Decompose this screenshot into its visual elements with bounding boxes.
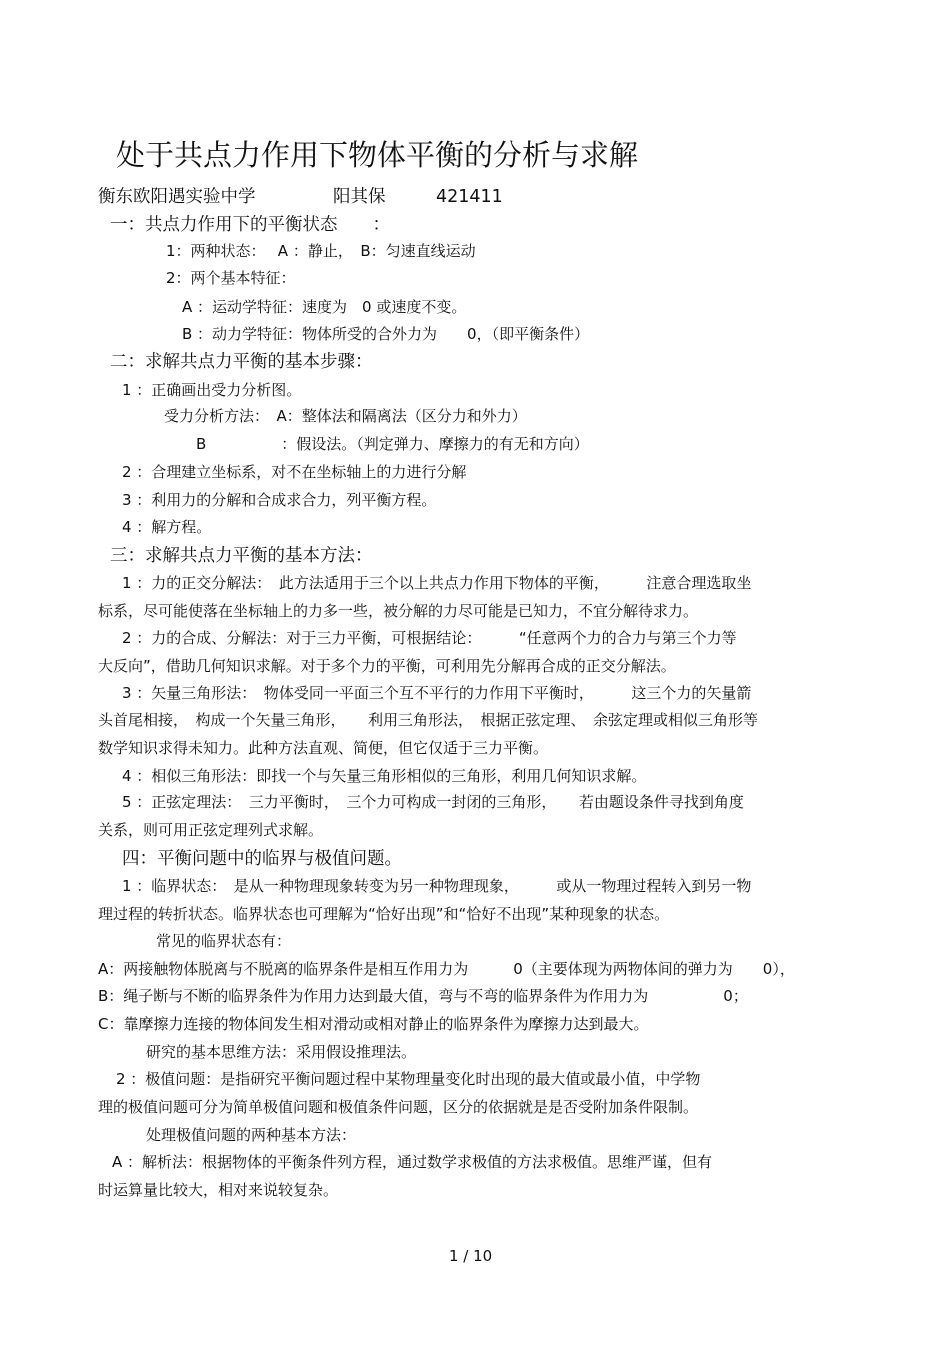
body-line: 受力分析方法： A：整体法和隔离法（区分力和外力）: [164, 407, 527, 425]
body-line: 3 ：矢量三角形法： 物体受同一平面三个互不平行的力作用下平衡时， 这三个力的矢量箭: [122, 684, 752, 702]
body-line: 5 ：正弦定理法： 三力平衡时， 三个力可构成一封闭的三角形， 若由题设条件寻找到角度: [122, 793, 744, 811]
section-heading: 四：平衡问题中的临界与极值问题。: [122, 849, 402, 869]
body-line: 1 ：正确画出受力分析图。: [122, 381, 302, 399]
body-line: 研究的基本思维方法：采用假设推理法。: [146, 1043, 417, 1061]
body-line: 数学知识求得未知力。此种方法直观、简便，但它仅适于三力平衡。: [98, 739, 549, 757]
body-line: 常见的临界状态有：: [156, 932, 292, 950]
body-line: C：靠摩擦力连接的物体间发生相对滑动或相对静止的临界条件为摩擦力达到最大。: [98, 1015, 649, 1033]
page-indicator: 1 / 10: [449, 1247, 493, 1265]
body-line: 2 ：极值问题：是指研究平衡问题过程中某物理量变化时出现的最大值或最小值，中学物: [116, 1070, 701, 1088]
body-line: 2 ：合理建立坐标系，对不在坐标轴上的力进行分解: [122, 463, 467, 481]
author-school: 衡东欧阳遇实验中学: [98, 187, 256, 207]
section-heading: 三：求解共点力平衡的基本方法：: [110, 546, 373, 566]
body-line: A：两接触物体脱离与不脱离的临界条件是相互作用力为 0（主要体现为两物体间的弹力为 0），: [98, 960, 795, 978]
section-heading: 二：求解共点力平衡的基本步骤：: [110, 352, 373, 372]
body-line: B ：动力学特征：物体所受的合外力为 0，（即平衡条件）: [182, 325, 590, 343]
body-line: 4 ：解方程。: [122, 518, 212, 536]
body-line: 1 ：力的正交分解法： 此方法适用于三个以上共点力作用下物体的平衡， 注意合理选取坐: [122, 574, 752, 592]
body-line: 理的极值问题可分为简单极值问题和极值条件问题，区分的依据就是是否受附加条件限制。: [98, 1098, 699, 1116]
body-line: 大反向”，借助几何知识求解。对于多个力的平衡，可利用先分解再合成的正交分解法。: [98, 657, 676, 675]
body-line: B：绳子断与不断的临界条件为作用力达到最大值，弯与不弯的临界条件为作用力为 0；: [98, 987, 748, 1005]
body-line: 2：两个基本特征：: [166, 269, 296, 287]
body-line: 1 ：临界状态： 是从一种物理现象转变为另一种物理现象， 或从一物理过程转入到另一物: [122, 877, 752, 895]
body-line: A ：解析法：根据物体的平衡条件列方程，通过数学求极值的方法求极值。思维严谨，但有: [112, 1153, 713, 1171]
body-line: 4 ：相似三角形法：即找一个与矢量三角形相似的三角形，利用几何知识求解。: [122, 767, 647, 785]
author-code: 421411: [436, 187, 503, 207]
body-line: A ：运动学特征：速度为 0 或速度不变。: [182, 298, 467, 316]
body-line: 理过程的转折状态。临界状态也可理解为“恰好出现”和“恰好不出现”某种现象的状态。: [98, 905, 670, 923]
body-line: 时运算量比较大，相对来说较复杂。: [98, 1181, 339, 1199]
body-line: 关系，则可用正弦定理列式求解。: [98, 821, 324, 839]
body-line: 标系，尽可能使落在坐标轴上的力多一些，被分解的力尽可能是已知力，不宜分解待求力。: [98, 602, 699, 620]
body-line: 3 ：利用力的分解和合成求合力，列平衡方程。: [122, 491, 437, 509]
body-line: 头首尾相接， 构成一个矢量三角形， 利用三角形法， 根据正弦定理、 余弦定理或相似三角形等: [98, 711, 759, 729]
body-line: 1：两种状态： A ：静止， B：匀速直线运动: [166, 242, 476, 260]
body-line: 处理极值问题的两种基本方法：: [146, 1126, 357, 1144]
document-title: 处于共点力作用下物体平衡的分析与求解: [116, 138, 639, 172]
author-name: 阳其保: [333, 187, 386, 207]
body-line: 2 ：力的合成、分解法：对于三力平衡，可根据结论： “任意两个力的合力与第三个力等: [122, 629, 737, 647]
body-line: B ：假设法。（判定弹力、摩擦力的有无和方向）: [196, 435, 589, 453]
section-heading: 一：共点力作用下的平衡状态 ：: [110, 215, 390, 235]
